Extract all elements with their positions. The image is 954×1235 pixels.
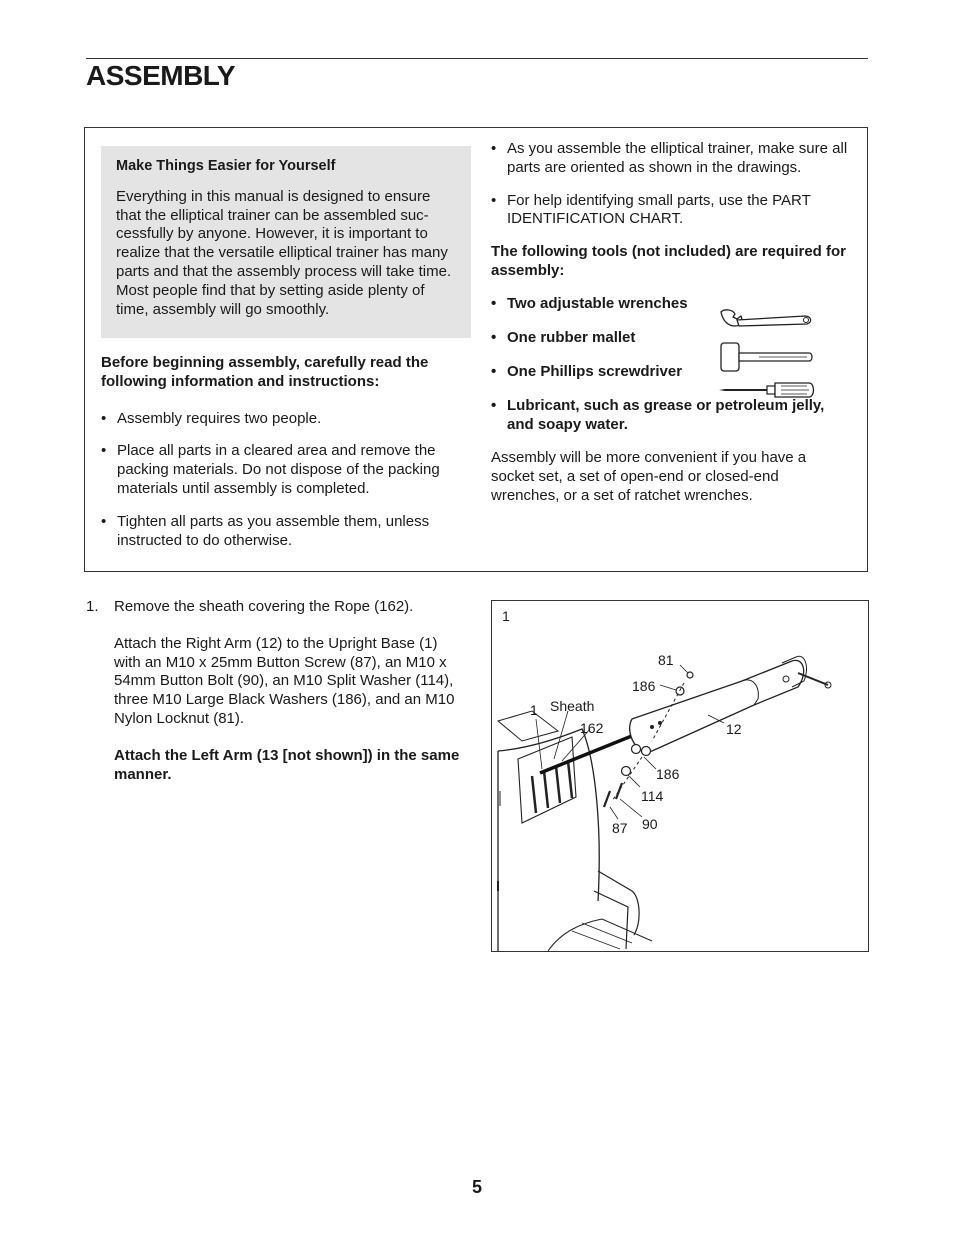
figure-step-label: 1 [502, 608, 510, 624]
tool-item: • One rubber mallet [491, 329, 851, 348]
tools-closing: Assembly will be more convenient if you have a socket set, a set of open-end or closed-end wrenches, or a set of ratchet wrenches. [491, 449, 807, 504]
header-rule [86, 58, 868, 59]
tips-panel [101, 146, 471, 338]
tool-item: • Lubricant, such as grease or petroleum jelly, and soapy water. [491, 397, 851, 435]
step-number: 1. [86, 598, 99, 615]
step-note: Attach the Left Arm (13 [not shown]) in the same manner. [114, 746, 460, 783]
rubber-mallet-icon [719, 340, 815, 374]
list-item: • Tighten all parts as you assemble them, unless instructed to do otherwise. [101, 513, 471, 551]
list-item: • As you assemble the elliptical trainer, make sure all parts are oriented as shown in the drawings. [491, 140, 851, 178]
step-text: Remove the sheath covering the Rope (162). [114, 598, 414, 615]
tool-item: • One Phillips screwdriver [491, 363, 851, 382]
list-item: • For help identifying small parts, use the PART IDENTIFICATION CHART. [491, 192, 851, 230]
callout-87: 87 [612, 820, 628, 836]
callout-81: 81 [658, 652, 674, 668]
orientation-list [491, 140, 851, 229]
before-assembly-list [101, 410, 471, 551]
tips-text: Everything in this manual is designed to ensure that the elliptical trainer can be assembled suc-cessfully by anyone. However, it is important to realize that the versatile elliptical trainer has many parts and that the assembly process will take time. Most people find that by setting aside plenty of time, assembly will go smoothly. [116, 187, 452, 318]
left-column [101, 354, 471, 564]
callout-162: 162 [580, 720, 604, 736]
arm-assembly-drawing [492, 601, 868, 951]
callout-sheath: Sheath [550, 698, 595, 714]
tool-item: • Two adjustable wrenches [491, 295, 851, 314]
right-column [491, 140, 851, 520]
callout-186: 186 [632, 678, 656, 694]
list-item: • Assembly requires two people. [101, 410, 471, 429]
tips-heading: Make Things Easier for Yourself [116, 158, 336, 174]
page-title: ASSEMBLY [86, 60, 236, 91]
step-text: Attach the Right Arm (12) to the Upright Base (1) with an M10 x 25mm Button Screw (87), an M10 x 54mm Button Bolt (90), an M10 Split Washer (114), three M10 Large Black Washers (186), and an M10 Nylon Locknut (81). [114, 634, 455, 727]
phillips-screwdriver-icon [717, 380, 817, 400]
adjustable-wrench-icon [719, 308, 815, 334]
instructions-box [84, 127, 868, 572]
before-assembly-intro: Before beginning assembly, carefully read the following information and instructions: [101, 354, 429, 390]
callout-186: 186 [656, 766, 680, 782]
step-1-instructions [86, 598, 466, 802]
callout-1: 1 [530, 702, 538, 718]
callout-12: 12 [726, 721, 742, 737]
callout-114: 114 [641, 788, 664, 804]
list-item: • Place all parts in a cleared area and remove the packing materials. Do not dispose of the packing materials until assembly is completed. [101, 442, 471, 498]
page-number: 5 [471, 1177, 482, 1197]
tools-intro: The following tools (not included) are required for assembly: [491, 243, 846, 279]
assembly-figure-step-1 [491, 600, 869, 952]
callout-90: 90 [642, 816, 658, 832]
